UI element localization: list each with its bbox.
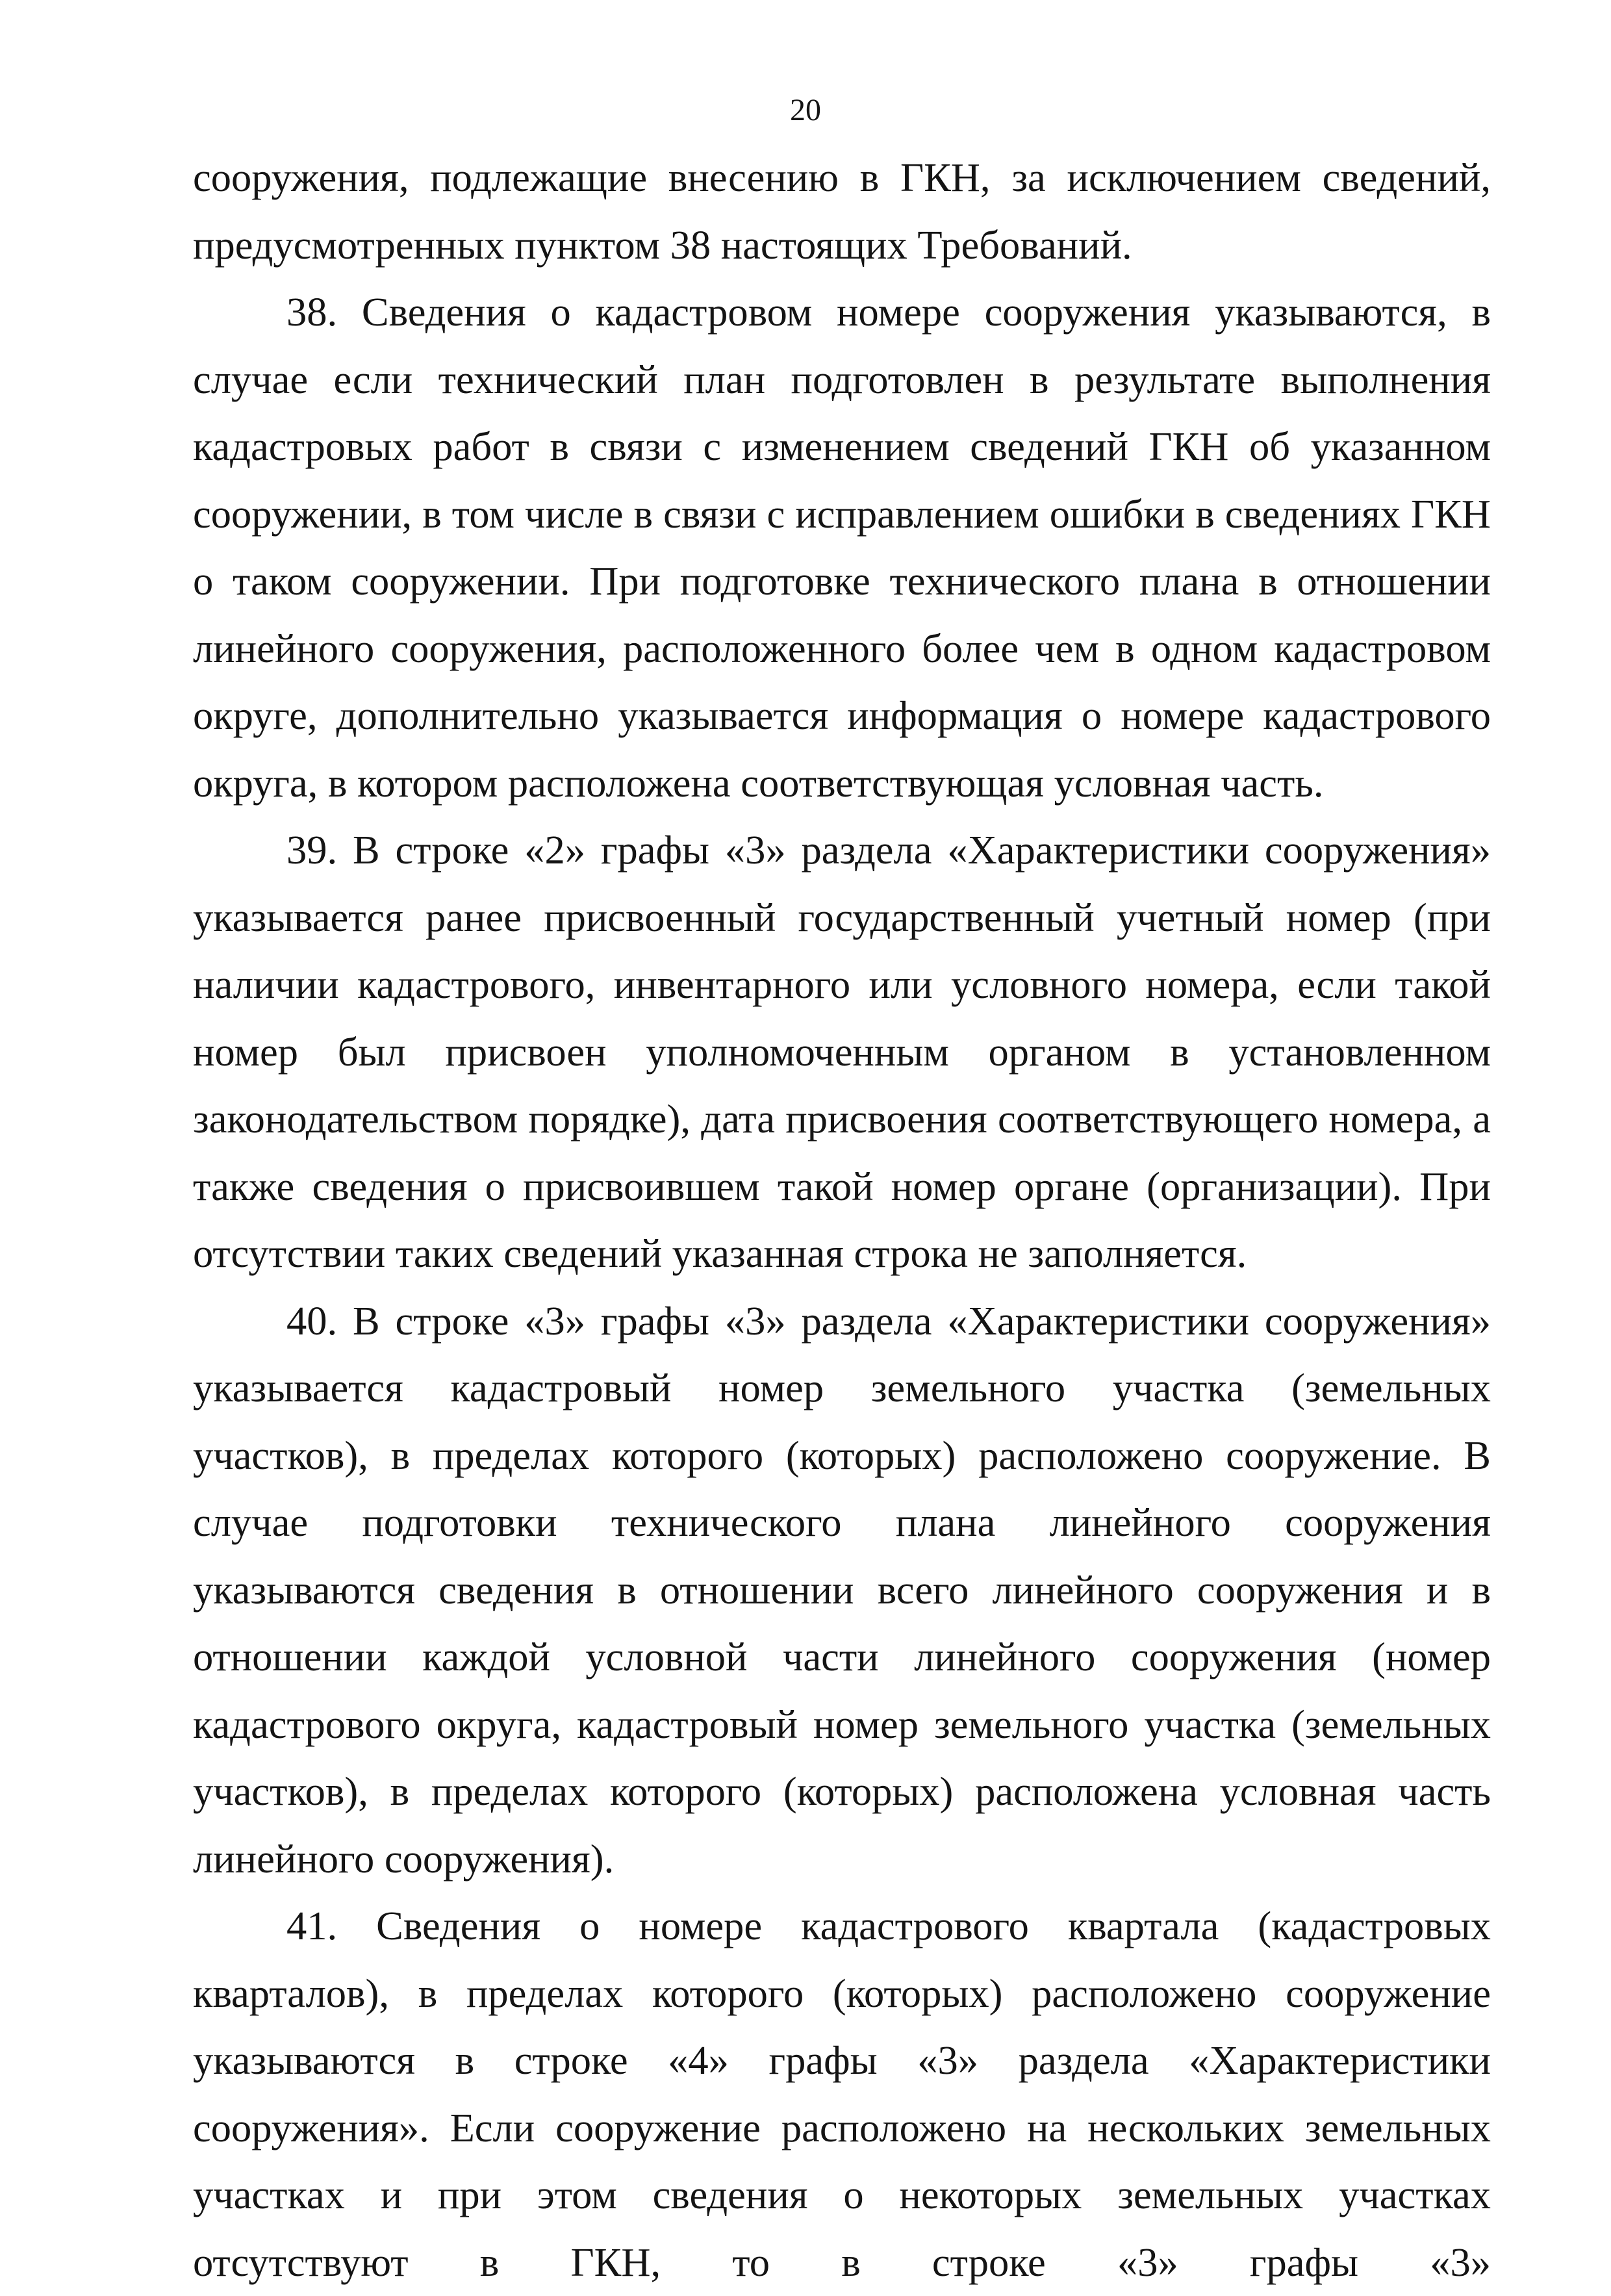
paragraph-39: 39. В строке «2» графы «3» раздела «Характеристики сооружения» указывается ранее присвоенный государственный учетный номер (при наличии кадастрового, инвентарного или условного номера, если такой номер был присвоен уполномоченным органом в установленном законодательством порядке), дата присвоения соответствующего номера, а также сведения о присвоившем такой номер органе (организации). При отсутствии таких сведений указанная строка не заполняется.	[193, 827, 1491, 1276]
page-number: 20	[790, 93, 821, 127]
paragraph-continuation: сооружения, подлежащие внесению в ГКН, за исключением сведений, предусмотренных пунктом 38 настоящих Требований.	[193, 155, 1491, 268]
document-body	[193, 144, 1491, 2296]
paragraph-41: 41. Сведения о номере кадастрового квартала (кадастровых кварталов), в пределах которого (которых) расположено сооружение указываются в строке «4» графы «3» раздела «Характеристики сооружения». Если сооружение расположено на нескольких земельных участках и при этом сведения о некоторых земельных участках отсутствуют в ГКН, то в строке «3» графы «3»	[193, 1903, 1491, 2285]
paragraph-40: 40. В строке «3» графы «3» раздела «Характеристики сооружения» указывается кадастровый номер земельного участка (земельных участков), в пределах которого (которых) расположено сооружение. В случае подготовки технического плана линейного сооружения указываются сведения в отношении всего линейного сооружения и в отношении каждой условной части линейного сооружения (номер кадастрового округа, кадастровый номер земельного участка (земельных участков), в пределах которого (которых) расположена условная часть линейного сооружения).	[193, 1297, 1491, 1881]
paragraph-38: 38. Сведения о кадастровом номере сооружения указываются, в случае если технический план подготовлен в результате выполнения кадастровых работ в связи с изменением сведений ГКН об указанном сооружении, в том числе в связи с исправлением ошибки в сведениях ГКН о таком сооружении. При подготовке технического плана в отношении линейного сооружения, расположенного более чем в одном кадастровом округе, дополнительно указывается информация о номере кадастрового округа, в котором расположена соответствующая условная часть.	[193, 289, 1491, 806]
